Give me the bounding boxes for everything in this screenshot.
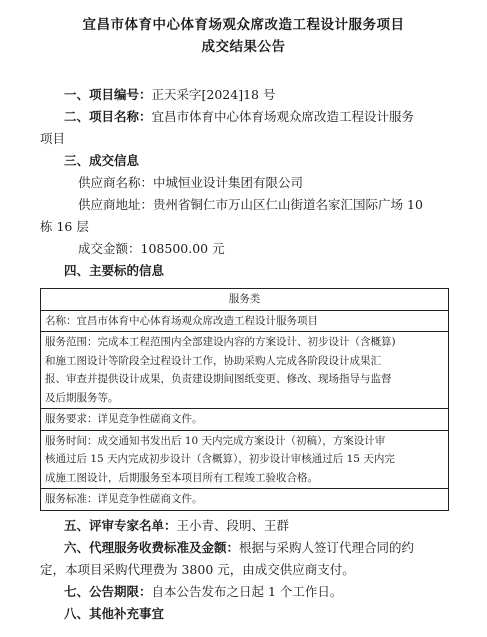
doc-title: 宜昌市体育中心体育场观众席改造工程设计服务项目 <box>82 17 405 33</box>
project-number <box>40 84 447 106</box>
table-row-standard: 服务标准：详见竞争性磋商文件。 <box>45 493 203 505</box>
supplier-name-value: 中城恒业设计集团有限公司 <box>153 175 304 190</box>
scope-line: 服务范围：完成本工程范围内全部建设内容的方案设计、初步设计（含概算) <box>45 336 396 348</box>
table-header: 服务类 <box>41 289 448 311</box>
supplier-address <box>40 194 447 216</box>
supplier-address-label: 供应商地址： <box>78 197 154 212</box>
scope-line: 报、审查并提供设计成果，负责建设期间图纸变更、修改、现场指导与监督 <box>45 373 392 385</box>
notice-period-label: 七、公告期限： <box>64 583 152 599</box>
project-number-value: 正天采字[2024]18 号 <box>151 87 276 102</box>
agency-fee-value: 根据与采购人签订代理合同的约 <box>239 539 415 555</box>
supplier-address-value: 贵州省铜仁市万山区仁山街道名家汇国际广场 10 <box>153 197 423 212</box>
table-row-time <box>41 431 448 490</box>
supplier-name <box>40 172 447 194</box>
supplier-address-cont: 栋 16 层 <box>40 219 89 234</box>
main-subject-heading: 四、主要标的信息 <box>64 263 165 278</box>
other-matters-heading: 八、其他补充事宜 <box>64 605 165 621</box>
expert-list-value: 王小青、段明、王群 <box>176 517 290 533</box>
project-number-label: 一、项目编号： <box>64 87 152 102</box>
scope-line: 及后期服务等。 <box>45 391 119 404</box>
agency-fee-label: 六、代理服务收费标准及金额： <box>64 539 240 555</box>
table-row-requirement: 服务要求：详见竞争性磋商文件。 <box>41 409 448 431</box>
deal-amount-label: 成交金额： <box>78 241 141 256</box>
expert-list-label: 五、评审专家名单： <box>64 517 177 533</box>
project-name-label: 二、项目名称： <box>64 109 152 124</box>
notice-period <box>40 581 447 603</box>
table-row-scope <box>41 332 448 409</box>
deal-amount-value: 108500.00 元 <box>140 241 225 256</box>
time-line: 成施工图设计，后期服务至本项目所有工程竣工验收合格。 <box>45 471 318 484</box>
time-line: 服务时间：成交通知书发出后 10 天内完成方案设计（初稿），方案设计审 <box>45 434 386 447</box>
notice-period-value: 自本公告发布之日起 1 个工作日。 <box>151 583 343 599</box>
scope-line: 和施工图设计等阶段全过程设计工作，协助采购人完成各阶段设计成果汇 <box>45 354 381 367</box>
deal-info-heading: 三、成交信息 <box>64 153 140 168</box>
table-row-name: 名称：宜昌市体育中心体育场观众席改造工程设计服务项目 <box>41 311 448 333</box>
doc-subtitle: 成交结果公告 <box>201 39 286 55</box>
deal-amount <box>40 238 447 260</box>
time-line: 核通过后 15 天内完成初步设计（含概算），初步设计审核通过后 15 天内完 <box>45 453 395 465</box>
subject-table <box>40 288 449 511</box>
agency-fee-cont: 定，本项目采购代理费为 3800 元，由成交供应商支付。 <box>40 561 355 577</box>
project-name-value: 宜昌市体育中心体育场观众席改造工程设计服务 <box>151 109 415 124</box>
project-name <box>40 106 447 128</box>
project-name-value-cont: 项目 <box>40 131 66 146</box>
supplier-name-label: 供应商名称： <box>78 175 154 190</box>
expert-list <box>40 515 447 537</box>
agency-fee <box>40 537 447 559</box>
